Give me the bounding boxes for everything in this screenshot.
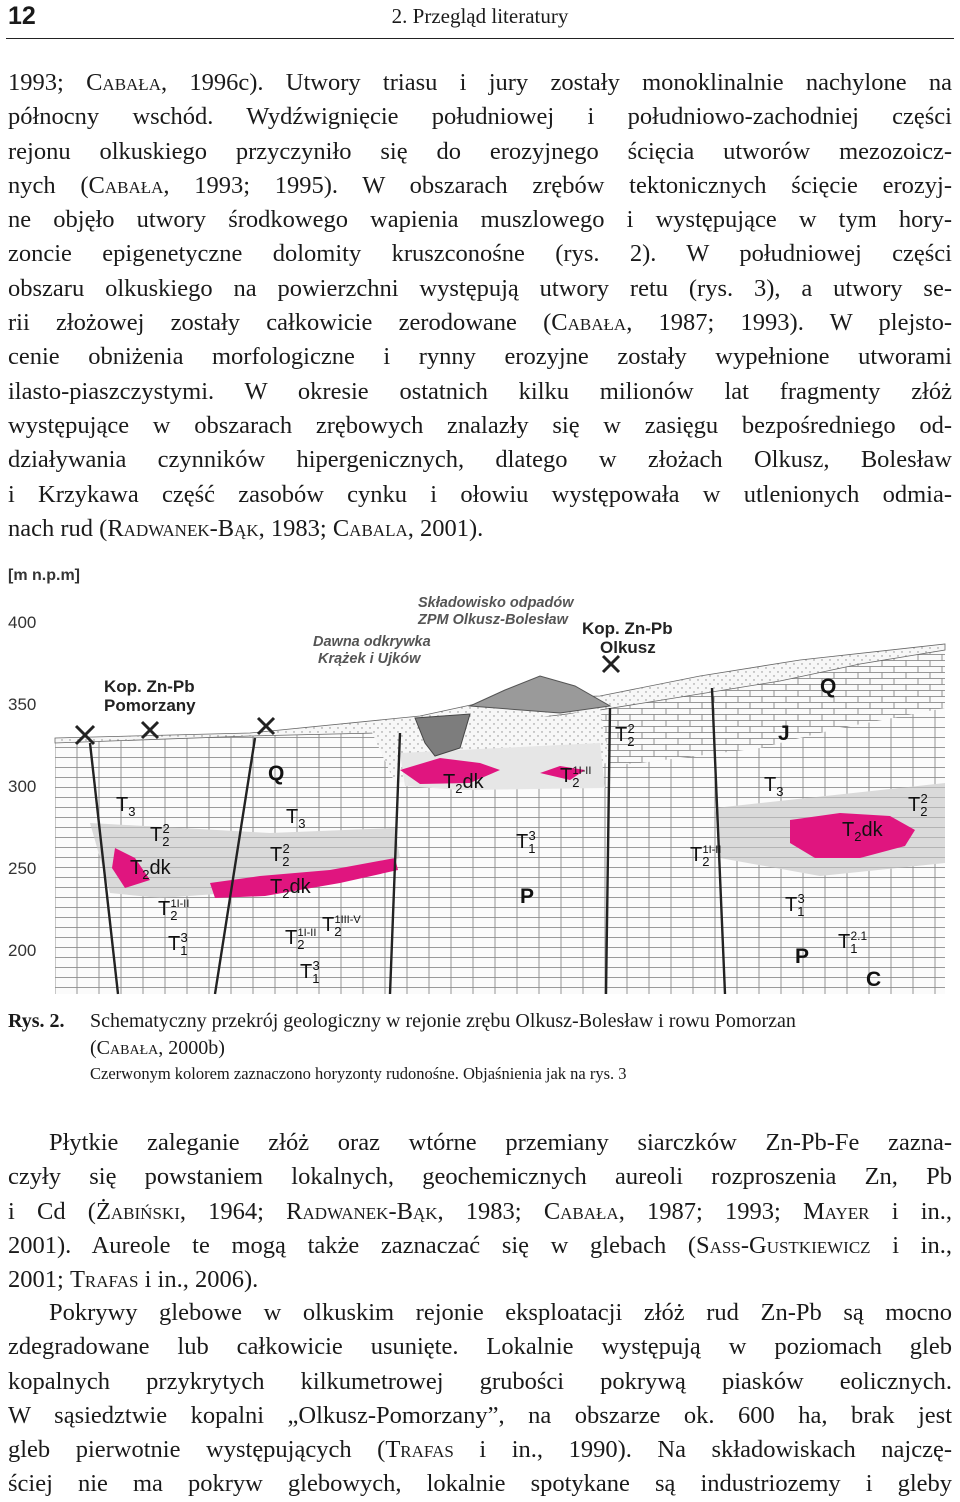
unit-label-c: C [866, 968, 882, 991]
author-name: Cabała [88, 171, 164, 199]
figure-caption [8, 1008, 952, 1086]
unit-label-t: $T_3$ [116, 794, 136, 819]
paragraph-2 [8, 1126, 952, 1297]
author-name: Cabała [543, 1197, 619, 1225]
author-name: Mayer [803, 1197, 870, 1225]
unit-label-p: P [795, 945, 810, 968]
unit-label-j: J [778, 722, 790, 745]
caption-sub: Czerwonym kolorem zaznaczono horyzonty rudonośne. Objaśnienia jak na rys. 3 [90, 1064, 627, 1083]
y-tick-label: 250 [8, 859, 37, 878]
author-name: Cabala [332, 514, 408, 542]
text-line: czyły się powstaniem lokalnych, geochemicznych aureoli rozproszenia Zn, Pb [8, 1163, 952, 1191]
unit-label-t: $T_21I-II$ [285, 927, 317, 952]
y-axis [8, 613, 36, 960]
unit-label-p: P [520, 885, 535, 908]
unit-label-t: $T_3$ [764, 774, 784, 799]
text-line: ne objęło utwory środkowego wapienia muszlowego i występujące w tym hory- [8, 206, 952, 234]
paragraph-3 [8, 1296, 952, 1502]
unit-label-t: $T_12.1$ [838, 929, 868, 956]
text-line: i Cd (Żabiński, 1964; Radwanek-Bąk, 1983; Cabała, 1987; 1993; Mayer i in., [8, 1197, 953, 1225]
text-line: nych (Cabała, 1993; 1995). W obszarach zrębów tektonicznych ścięcie erozyj- [8, 171, 952, 199]
text-line: i Krzykawa część zasobów cynku i ołowiu występowała w utlenionych odmia- [8, 480, 952, 508]
label-odkrywka: Krążek i Ujków [318, 651, 421, 667]
unit-label-t: $T_21I-II$ [690, 844, 722, 869]
author-name: Cabała [86, 69, 161, 96]
author-name: Żabiński [95, 1197, 180, 1225]
page-number: 12 [8, 2, 36, 30]
unit-label-t: $T_22$ [615, 721, 635, 749]
label-mine-olkusz: Kop. Zn-Pb [582, 619, 673, 638]
author-name: Trafas [385, 1436, 454, 1464]
text-line: występujące w obszarach zrębowych znalazły się w zasięgu bezpośredniego od- [8, 411, 952, 439]
unit-label-t: $T_21I-II$ [560, 765, 592, 790]
label-skladowisko: ZPM Olkusz-Bolesław [418, 612, 568, 628]
y-tick-label: 350 [8, 695, 37, 714]
unit-label-t: $T_13$ [785, 891, 805, 919]
unit-label-t: $T_21III-V$ [322, 914, 361, 939]
unit-label-t: $T_2dk$ [270, 876, 311, 901]
header-rule [6, 38, 954, 39]
author-name: Cabała [96, 1037, 159, 1059]
text-line: kopalnych przykrytych kilkumetrowej grubości pokrywą piasków eolicznych. [8, 1367, 952, 1395]
text-line: działywania czynników hipergenicznych, dlatego w złożach Olkusz, Bolesław [8, 446, 952, 474]
text-line: gleb pierwotnie występujących (Trafas i in., 1990). Na składowiskach najczę- [8, 1436, 952, 1464]
author-name: Radwanek-Bąk [107, 514, 259, 542]
text-line: ściej nie ma pokryw glebowych, lokalnie spotykane są industriozemy i gleby [8, 1470, 952, 1498]
unit-label-t: $T_22$ [150, 821, 170, 849]
caption-label: Rys. 2. [8, 1010, 65, 1032]
page-header [0, 0, 960, 40]
author-name: Cabała [551, 309, 627, 337]
unit-label-t: $T_13$ [168, 930, 188, 958]
y-tick-label: 200 [8, 941, 37, 960]
text-line: rii złożowej zostały całkowicie zerodowane (Cabała, 1987; 1993). W plejsto- [8, 309, 952, 337]
text-line: zoncie epigenetyczne dolomity kruszconośne (rys. 2). W południowej części [8, 240, 952, 268]
text-line: 2001). Aureole te mogą także zaznaczać się w glebach (Sass-Gustkiewicz i in., [8, 1231, 952, 1259]
author-name: Sass-Gustkiewicz [696, 1231, 871, 1259]
text-line: cenie obniżenia morfologiczne i rynny erozyjne zostały wypełnione utworami [8, 343, 952, 371]
text-line: nach rud (Radwanek-Bąk, 1983; Cabala, 2001). [8, 514, 484, 542]
running-head: 2. Przegląd literatury [391, 4, 569, 28]
y-tick-label: 400 [8, 613, 37, 632]
text-line: Pokrywy glebowe w olkuskim rejonie eksploatacji złóż rud Zn-Pb są mocno [49, 1299, 952, 1326]
text-line: 2001; Trafas i in., 2006). [8, 1266, 259, 1294]
label-mine-pomorzany: Kop. Zn-Pb [104, 677, 195, 696]
text-line: 1993; Cabała, 1996c). Utwory triasu i jury zostały monoklinalnie nachylone na [8, 69, 952, 96]
geological-cross-section [0, 558, 960, 1000]
unit-label-t: $T_13$ [300, 958, 320, 986]
y-tick-label: 300 [8, 777, 37, 796]
label-odkrywka: Dawna odkrywka [313, 634, 431, 650]
unit-label-t: $T_3$ [286, 806, 306, 831]
unit-label-q: Q [820, 675, 837, 698]
paragraph-1 [8, 66, 952, 546]
unit-label-t: $T_13$ [516, 828, 536, 856]
author-name: Trafas [69, 1266, 139, 1294]
text-line: Płytkie zaleganie złóż oraz wtórne przemiany siarczków Zn-Pb-Fe zazna- [49, 1129, 952, 1156]
unit-label-t: $T_2dk$ [842, 819, 883, 844]
label-skladowisko: Składowisko odpadów [418, 595, 574, 611]
author-name: Radwanek-Bąk [286, 1197, 438, 1225]
waste-heap [470, 676, 610, 713]
axis-unit-label: [m n.p.m] [8, 567, 80, 584]
text-line: ilasto-piaszczystymi. W okresie ostatnich kilku milionów lat fragmenty złóż [8, 377, 952, 405]
label-mine-pomorzany: Pomorzany [104, 696, 196, 715]
unit-label-t: $T_22$ [908, 791, 928, 819]
text-line: rejonu olkuskiego przyczyniło się do erozyjnego ścięcia utworów mezozoicz- [8, 137, 952, 165]
text-line: W sąsiedztwie kopalni „Olkusz-Pomorzany”, na obszarze ok. 600 ha, brak jest [8, 1401, 952, 1429]
text-line: północny wschód. Wydźwignięcie południowej i południowo-zachodniej części [8, 103, 952, 131]
text-line: obszaru olkuskiego na powierzchni występują utwory retu (rys. 3), a utwory se- [8, 274, 952, 302]
text-line: zdegradowane lub całkowicie usunięte. Lokalnie występują w poziomach gleb [8, 1333, 952, 1361]
unit-label-t: $T_2dk$ [443, 771, 484, 796]
unit-label-t: $T_22$ [270, 841, 290, 869]
label-mine-olkusz: Olkusz [600, 638, 656, 657]
caption-main: Rys. 2. Schematyczny przekrój geologiczny w rejonie zrębu Olkusz-Bolesław i rowu Pomorzan [8, 1008, 952, 1035]
unit-label-q: Q [268, 762, 285, 785]
unit-label-t: $T_21I-II$ [158, 898, 190, 923]
unit-label-t: $T_2dk$ [130, 857, 171, 882]
caption-main: (Cabała, 2000b) [90, 1037, 225, 1059]
